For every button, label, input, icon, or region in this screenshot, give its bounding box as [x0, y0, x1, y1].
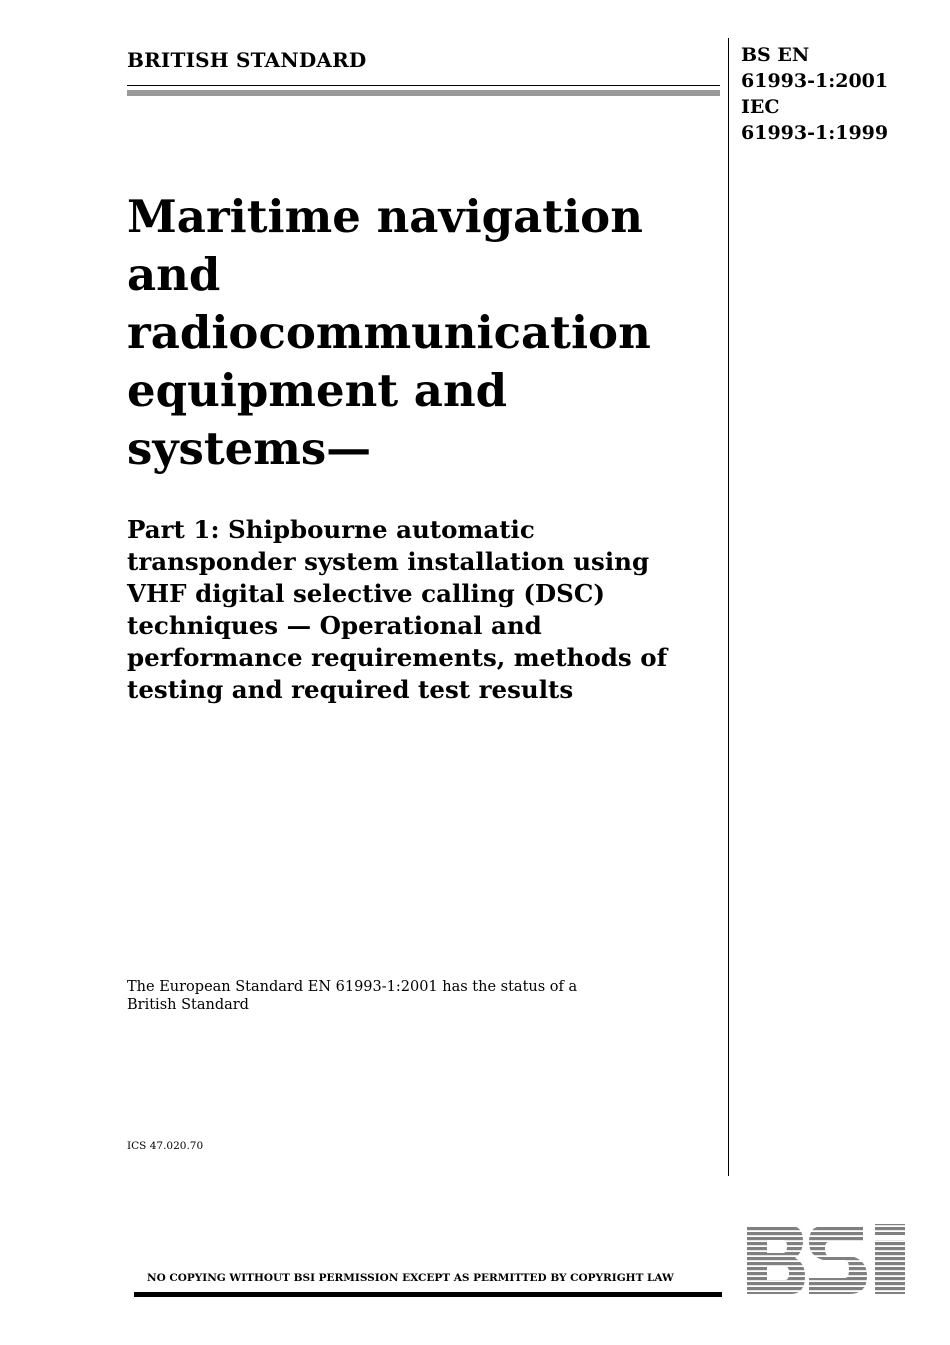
status-note-line: British Standard: [127, 997, 249, 1013]
column-divider: [728, 38, 729, 1176]
standard-number-line: 61993-1:2001: [741, 70, 889, 92]
document-subtitle: [127, 514, 722, 706]
subtitle-line: VHF digital selective calling (DSC): [127, 579, 605, 608]
title-line: and: [127, 248, 221, 301]
standard-number-line: 61993-1:1999: [741, 122, 889, 144]
title-line: equipment and: [127, 364, 508, 417]
subtitle-line: testing and required test results: [127, 675, 574, 704]
status-note: [127, 978, 627, 1014]
standard-number-line: BS EN: [741, 44, 810, 66]
footer-rule: [134, 1292, 722, 1297]
document-title: [127, 188, 717, 478]
standard-number-line: IEC: [741, 96, 780, 118]
ics-code: ICS 47.020.70: [127, 1140, 204, 1152]
subtitle-line: transponder system installation using: [127, 547, 650, 576]
copyright-notice: NO COPYING WITHOUT BSI PERMISSION EXCEPT AS PERMITTED BY COPYRIGHT LAW: [147, 1272, 674, 1284]
title-line: radiocommunication: [127, 306, 651, 359]
bsi-logo: [745, 1222, 915, 1298]
subtitle-line: performance requirements, methods of: [127, 643, 668, 672]
document-category-label: BRITISH STANDARD: [127, 48, 367, 72]
header-rule-gray: [127, 90, 720, 96]
title-line: systems—: [127, 422, 372, 475]
subtitle-line: techniques — Operational and: [127, 611, 542, 640]
standard-numbers: [741, 42, 888, 146]
status-note-line: The European Standard EN 61993-1:2001 has the status of a: [127, 979, 578, 995]
header-rule-thin: [127, 85, 720, 86]
title-line: Maritime navigation: [127, 190, 643, 243]
subtitle-line: Part 1: Shipbourne automatic: [127, 515, 535, 544]
